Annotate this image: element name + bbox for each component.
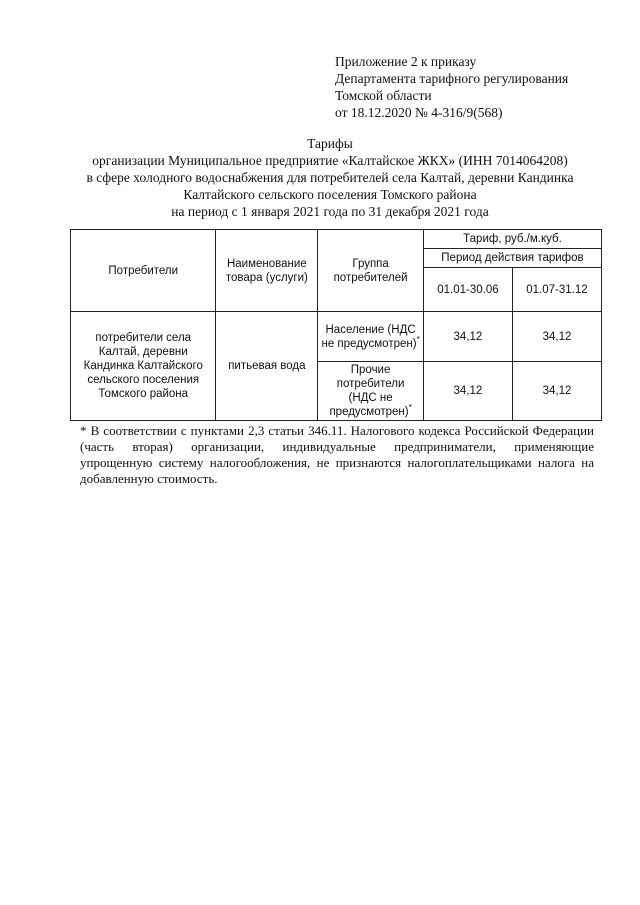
- title-line-2: организации Муниципальное предприятие «Калтайское ЖКХ» (ИНН 7014064208): [92, 153, 568, 168]
- title-line-5: на период с 1 января 2021 года по 31 декабря 2021 года: [171, 204, 489, 219]
- header-tariff: Тариф, руб./м.куб.: [423, 230, 601, 249]
- title-line-4: Калтайского сельского поселения Томского района: [183, 187, 477, 202]
- footnote-mark-1: *: [416, 334, 420, 344]
- header-period: Период действия тарифов: [423, 249, 601, 268]
- header-period-2: 01.07-31.12: [512, 268, 601, 312]
- header-group: Группа потребителей: [318, 230, 424, 312]
- group-cell-2: [318, 362, 424, 421]
- tariff-value-1-2: 34,12: [512, 312, 601, 362]
- group-label-1: Население (НДС не предусмотрен): [321, 323, 417, 350]
- header-consumers: Потребители: [71, 230, 216, 312]
- header-period-1: 01.01-30.06: [423, 268, 512, 312]
- goods-cell: питьевая вода: [216, 312, 318, 421]
- tariff-value-2-2: 34,12: [512, 362, 601, 421]
- consumers-cell: потребители села Калтай, деревни Кандинка Калтайского сельского поселения Томского района: [71, 312, 216, 421]
- appendix-line-2: Департамента тарифного регулирования: [335, 71, 569, 86]
- appendix-line-3: Томской области: [335, 88, 432, 103]
- appendix-line-1: Приложение 2 к приказу: [335, 54, 477, 69]
- footnote: * В соответствии с пунктами 2,3 статьи 346.11. Налогового кодекса Российской Федерации (часть вторая) организации, индивидуальные предприниматели, применяющие упрощенную систему налогообложения, не признаются налогоплательщиками налога на добавленную стоимость.: [80, 423, 594, 486]
- appendix-line-4: от 18.12.2020 № 4-316/9(568): [335, 105, 503, 120]
- footnote-mark-2: *: [408, 403, 412, 413]
- tariff-value-2-1: 34,12: [423, 362, 512, 421]
- header-goods: Наименование товара (услуги): [216, 230, 318, 312]
- tariff-table: [70, 229, 602, 421]
- document-title: [60, 135, 600, 220]
- group-cell-1: [318, 312, 424, 362]
- title-line-1: Тарифы: [307, 136, 353, 151]
- group-label-2: Прочие потребители (НДС не предусмотрен): [329, 364, 409, 418]
- tariff-value-1-1: 34,12: [423, 312, 512, 362]
- title-line-3: в сфере холодного водоснабжения для потребителей села Калтай, деревни Кандинка: [86, 170, 574, 185]
- appendix-block: [335, 53, 568, 121]
